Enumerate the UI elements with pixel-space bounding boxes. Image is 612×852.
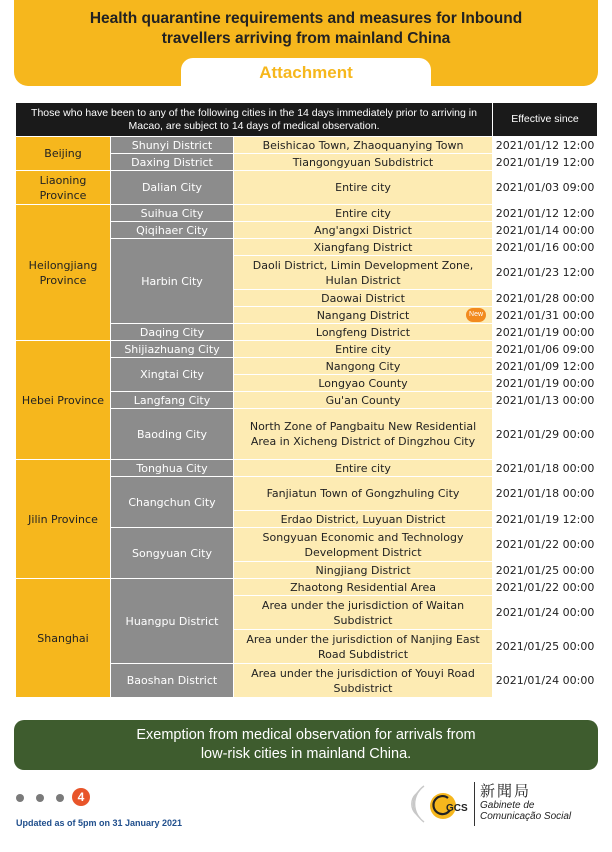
province-cell: Shanghai — [16, 579, 111, 698]
table-header-effective: Effective since — [493, 103, 598, 137]
city-cell: Shijiazhuang City — [111, 341, 234, 358]
area-cell: Zhaotong Residential Area — [234, 579, 493, 596]
city-cell: Shunyi District — [111, 137, 234, 154]
attachment-tab: Attachment — [181, 58, 431, 90]
date-cell: 2021/01/12 12:00 — [493, 137, 598, 154]
area-cell: Area under the jurisdiction of Youyi Road Subdistrict — [234, 664, 493, 698]
area-cell: Area under the jurisdiction of Waitan Subdistrict — [234, 596, 493, 630]
city-cell: Daqing City — [111, 324, 234, 341]
city-cell: Baoshan District — [111, 664, 234, 698]
date-cell: 2021/01/19 00:00 — [493, 375, 598, 392]
table-row — [16, 137, 598, 154]
date-cell: 2021/01/25 00:00 — [493, 562, 598, 579]
area-cell: Entire city — [234, 171, 493, 205]
area-cell: Daowai District — [234, 290, 493, 307]
logo-mark-text: GCS — [446, 803, 468, 814]
table-row — [16, 579, 598, 596]
city-cell: Songyuan City — [111, 528, 234, 579]
exemption-line-1: Exemption from medical observation for arrivals from — [136, 727, 476, 743]
city-cell: Huangpu District — [111, 579, 234, 664]
date-cell: 2021/01/14 00:00 — [493, 222, 598, 239]
area-cell: North Zone of Pangbaitu New Residential Area in Xicheng District of Dingzhou City — [234, 409, 493, 460]
area-cell: Beishicao Town, Zhaoquanying Town — [234, 137, 493, 154]
table-row — [16, 460, 598, 477]
logo-divider — [474, 782, 475, 826]
province-cell: Hebei Province — [16, 341, 111, 460]
city-cell: Baoding City — [111, 409, 234, 460]
date-cell: 2021/01/12 12:00 — [493, 205, 598, 222]
page-dot[interactable] — [56, 794, 64, 802]
area-cell: Ang'angxi District — [234, 222, 493, 239]
date-cell: 2021/01/28 00:00 — [493, 290, 598, 307]
exemption-line-2: low-risk cities in mainland China. — [200, 746, 412, 762]
logo-pt-line-2: Comunicação Social — [480, 811, 572, 822]
gcs-logo-mark — [410, 778, 472, 830]
area-cell — [234, 307, 493, 324]
date-cell: 2021/01/23 12:00 — [493, 256, 598, 290]
date-cell: 2021/01/09 12:00 — [493, 358, 598, 375]
area-cell: Songyuan Economic and Technology Development District — [234, 528, 493, 562]
date-cell: 2021/01/03 09:00 — [493, 171, 598, 205]
province-cell: Liaoning Province — [16, 171, 111, 205]
date-cell: 2021/01/29 00:00 — [493, 409, 598, 460]
date-cell: 2021/01/16 00:00 — [493, 239, 598, 256]
new-badge: New — [466, 308, 486, 322]
area-cell: Entire city — [234, 460, 493, 477]
table-header-row — [16, 103, 598, 137]
city-cell: Harbin City — [111, 239, 234, 324]
date-cell: 2021/01/22 00:00 — [493, 528, 598, 562]
table-row — [16, 341, 598, 358]
current-page-badge[interactable]: 4 — [72, 788, 90, 806]
date-cell: 2021/01/19 00:00 — [493, 324, 598, 341]
logo-pt-line-1: Gabinete de — [480, 800, 535, 811]
area-cell: Tiangongyuan Subdistrict — [234, 154, 493, 171]
area-cell: Fanjiatun Town of Gongzhuling City — [234, 477, 493, 511]
area-cell: Area under the jurisdiction of Nanjing East Road Subdistrict — [234, 630, 493, 664]
city-cell: Qiqihaer City — [111, 222, 234, 239]
city-cell: Changchun City — [111, 477, 234, 528]
table-header-description: Those who have been to any of the following cities in the 14 days immediately prior to arriving in Macao, are subject to 14 days of medical observation. — [16, 103, 493, 137]
logo-chinese-name: 新聞局 — [480, 782, 532, 800]
date-cell: 2021/01/18 00:00 — [493, 477, 598, 511]
date-cell: 2021/01/19 12:00 — [493, 511, 598, 528]
area-cell: Longyao County — [234, 375, 493, 392]
table-row — [16, 205, 598, 222]
logo-portuguese-name — [480, 800, 571, 822]
area-cell: Erdao District, Luyuan District — [234, 511, 493, 528]
updated-note: Updated as of 5pm on 31 January 2021 — [16, 818, 183, 828]
title-line-1: Health quarantine requirements and measures for Inbound — [89, 10, 523, 27]
gcs-logo — [410, 778, 600, 830]
page-dot[interactable] — [16, 794, 24, 802]
date-cell: 2021/01/06 09:00 — [493, 341, 598, 358]
date-cell: 2021/01/19 12:00 — [493, 154, 598, 171]
area-cell: Gu'an County — [234, 392, 493, 409]
area-cell: Xiangfang District — [234, 239, 493, 256]
area-text: Nangang District — [316, 308, 410, 322]
city-cell: Xingtai City — [111, 358, 234, 392]
city-cell: Tonghua City — [111, 460, 234, 477]
quarantine-table — [15, 102, 598, 698]
area-cell: Entire city — [234, 205, 493, 222]
area-cell: Ningjiang District — [234, 562, 493, 579]
city-cell: Dalian City — [111, 171, 234, 205]
city-cell: Daxing District — [111, 154, 234, 171]
area-cell: Longfeng District — [234, 324, 493, 341]
area-cell: Entire city — [234, 341, 493, 358]
title-line-2: travellers arriving from mainland China — [161, 30, 451, 47]
table-row — [16, 171, 598, 205]
page-dot[interactable] — [36, 794, 44, 802]
province-cell: Jilin Province — [16, 460, 111, 579]
area-cell: Nangong City — [234, 358, 493, 375]
date-cell: 2021/01/18 00:00 — [493, 460, 598, 477]
city-cell: Langfang City — [111, 392, 234, 409]
date-cell: 2021/01/13 00:00 — [493, 392, 598, 409]
province-cell: Beijing — [16, 137, 111, 171]
city-cell: Suihua City — [111, 205, 234, 222]
area-cell: Daoli District, Limin Development Zone, Hulan District — [234, 256, 493, 290]
page-title — [14, 9, 598, 49]
date-cell: 2021/01/24 00:00 — [493, 664, 598, 698]
date-cell: 2021/01/22 00:00 — [493, 579, 598, 596]
date-cell: 2021/01/25 00:00 — [493, 630, 598, 664]
exemption-banner[interactable] — [14, 720, 598, 770]
province-cell: Heilongjiang Province — [16, 205, 111, 341]
date-cell: 2021/01/31 00:00 — [493, 307, 598, 324]
date-cell: 2021/01/24 00:00 — [493, 596, 598, 630]
